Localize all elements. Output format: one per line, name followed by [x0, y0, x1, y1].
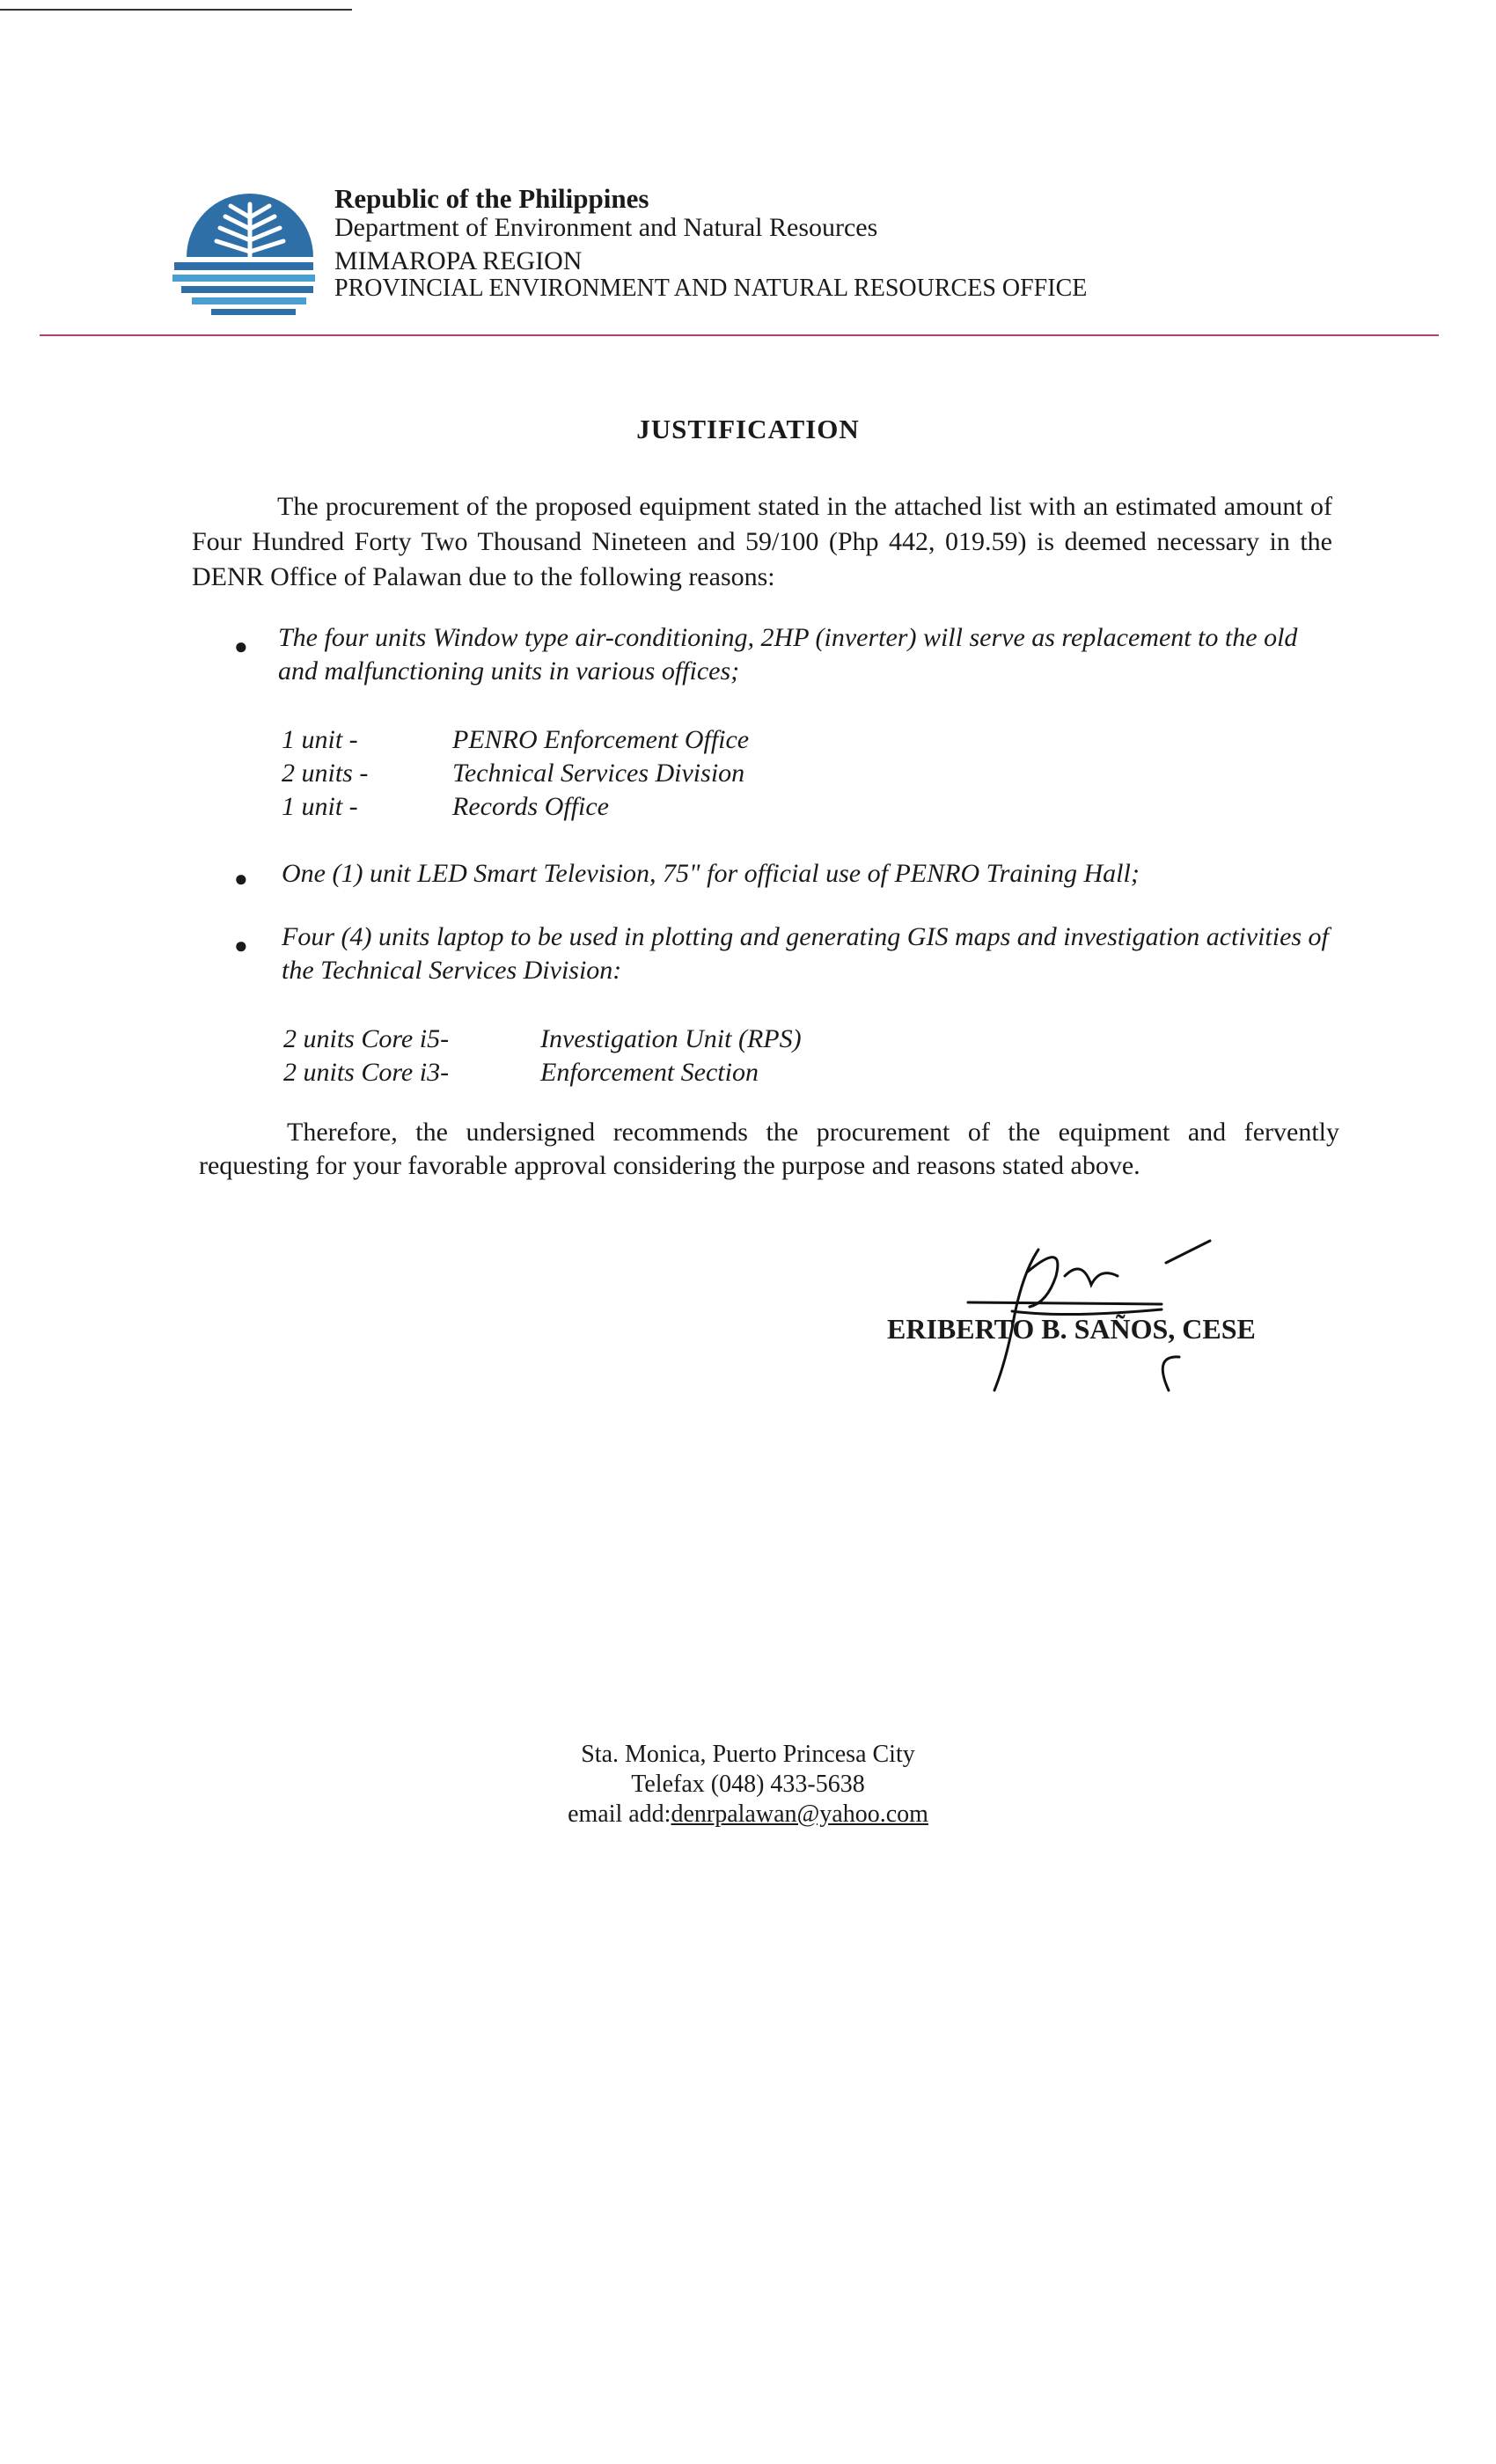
- laptop-row-qty: 2 units Core i3-: [283, 1058, 450, 1087]
- aircon-row-place: Technical Services Division: [452, 759, 745, 788]
- footer-email-label: email add:: [568, 1800, 671, 1828]
- footer-telefax: Telefax (048) 433-5638: [631, 1771, 865, 1798]
- header-republic: Republic of the Philippines: [334, 183, 649, 214]
- signatory-name: ERIBERTO B. SAÑOS, CESE: [887, 1313, 1256, 1345]
- aircon-row-qty: 1 unit -: [282, 725, 358, 754]
- footer-email-link[interactable]: denrpalawan@yahoo.com: [671, 1800, 928, 1828]
- bullet-marker: ●: [234, 634, 248, 659]
- denr-logo: [169, 187, 327, 327]
- bullet-marker: ●: [234, 933, 248, 958]
- header-region: MIMAROPA REGION: [334, 246, 583, 275]
- laptop-row-place: Enforcement Section: [540, 1058, 759, 1087]
- laptop-row-qty: 2 units Core i5-: [283, 1024, 450, 1053]
- bullet-marker: ●: [234, 866, 248, 891]
- header-department: Department of Environment and Natural Resources: [334, 213, 878, 242]
- laptop-row-place: Investigation Unit (RPS): [540, 1024, 802, 1053]
- footer-email-line: [0, 1800, 1496, 1829]
- bullet-aircon-text: The four units Window type air-conditioning, 2HP (inverter) will serve as replacement to the old and malfunctioning units in various offices;: [278, 623, 1298, 686]
- header-divider: [40, 334, 1439, 336]
- bullet-television-text: One (1) unit LED Smart Television, 75" for official use of PENRO Training Hall;: [282, 859, 1140, 888]
- aircon-row-qty: 1 unit -: [282, 792, 358, 821]
- document-title: JUSTIFICATION: [636, 414, 860, 444]
- aircon-row-qty: 2 units -: [282, 759, 369, 788]
- aircon-row-place: PENRO Enforcement Office: [452, 725, 750, 754]
- header-office: PROVINCIAL ENVIRONMENT AND NATURAL RESOURCES OFFICE: [334, 275, 1088, 302]
- bullet-laptop-text: Four (4) units laptop to be used in plotting and generating GIS maps and investigation activities of the Technical Services Division:: [282, 922, 1329, 985]
- aircon-row-place: Records Office: [452, 792, 609, 821]
- closing-paragraph: Therefore, the undersigned recommends the procurement of the equipment and fervently requesting for your favorable approval considering the purpose and reasons stated above.: [199, 1118, 1339, 1180]
- intro-paragraph: The procurement of the proposed equipment stated in the attached list with an estimated amount of Four Hundred Forty Two Thousand Nineteen and 59/100 (Php 442, 019.59) is deemed necessary in the DENR Office of Palawan due to the following reasons:: [192, 492, 1332, 591]
- footer-address: Sta. Monica, Puerto Princesa City: [581, 1741, 915, 1768]
- top-scan-line: [0, 9, 352, 11]
